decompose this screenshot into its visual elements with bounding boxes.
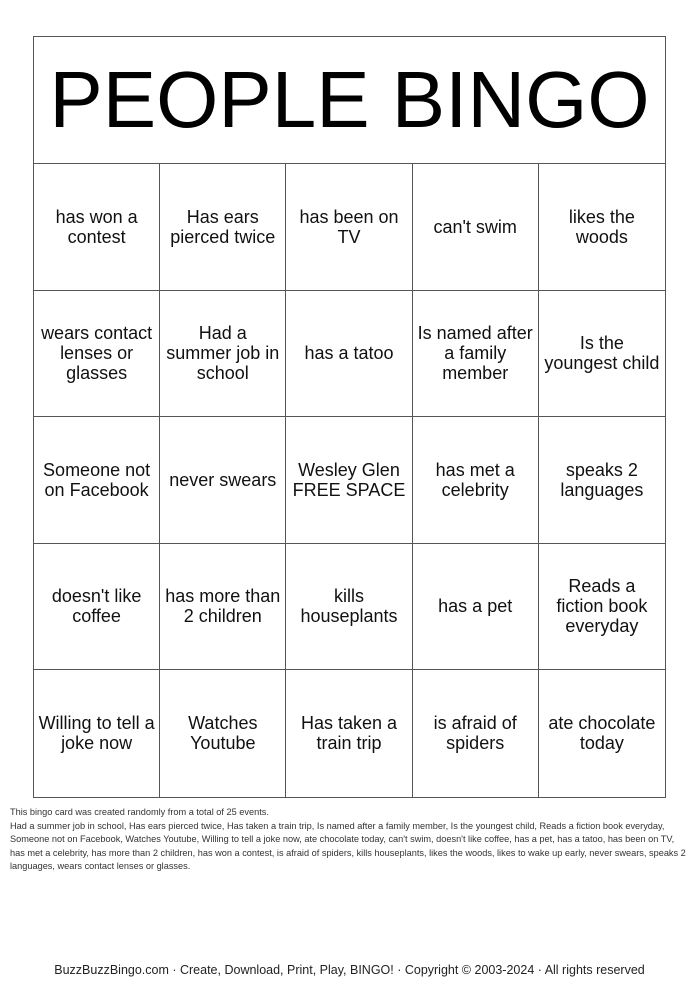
bingo-cell: Reads a fiction book everyday <box>539 544 665 671</box>
bingo-cell: has a tatoo <box>286 291 412 418</box>
info-intro: This bingo card was created randomly from a total of 25 events. <box>10 807 269 817</box>
bingo-cell: Watches Youtube <box>160 670 286 797</box>
footer-copyright: BuzzBuzzBingo.com · Create, Download, Print, Play, BINGO! · Copyright © 2003-2024 · All rights reserved <box>54 963 645 977</box>
bingo-cell: has met a celebrity <box>413 417 539 544</box>
bingo-cell: Has taken a train trip <box>286 670 412 797</box>
free-space-cell: Wesley Glen FREE SPACE <box>286 417 412 544</box>
bingo-cell: wears contact lenses or glasses <box>34 291 160 418</box>
bingo-cell: Had a summer job in school <box>160 291 286 418</box>
card-info <box>10 806 690 874</box>
bingo-cell: Is named after a family member <box>413 291 539 418</box>
bingo-cell: has a pet <box>413 544 539 671</box>
bingo-cell: has more than 2 children <box>160 544 286 671</box>
bingo-cell: kills houseplants <box>286 544 412 671</box>
bingo-cell: never swears <box>160 417 286 544</box>
bingo-cell: likes the woods <box>539 164 665 291</box>
bingo-cell: is afraid of spiders <box>413 670 539 797</box>
bingo-cell: can't swim <box>413 164 539 291</box>
bingo-grid <box>34 164 665 797</box>
bingo-cell: has been on TV <box>286 164 412 291</box>
info-events-list: Had a summer job in school, Has ears pierced twice, Has taken a train trip, Is named after a family member, Is the youngest child, Reads a fiction book everyday, Someone not on Facebook, Watches Youtube, Willing to tell a joke now, ate chocolate today, can't swim, doesn't like coffee, has a pet, has a tatoo, has been on TV, has met a celebrity, has more than 2 children, has won a contest, is afraid of spiders, kills houseplants, likes the woods, likes to wake up early, never swears, speaks 2 languages, wears contact lenses or glasses. <box>10 820 686 872</box>
bingo-cell: doesn't like coffee <box>34 544 160 671</box>
bingo-cell: Willing to tell a joke now <box>34 670 160 797</box>
bingo-cell: Someone not on Facebook <box>34 417 160 544</box>
bingo-card <box>33 36 666 798</box>
bingo-cell: speaks 2 languages <box>539 417 665 544</box>
bingo-cell: ate chocolate today <box>548 713 656 754</box>
bingo-cell: Has ears pierced twice <box>160 164 286 291</box>
bingo-cell: Is the youngest child <box>539 291 665 418</box>
bingo-cell: has won a contest <box>34 164 160 291</box>
card-title: PEOPLE BINGO <box>34 37 665 164</box>
